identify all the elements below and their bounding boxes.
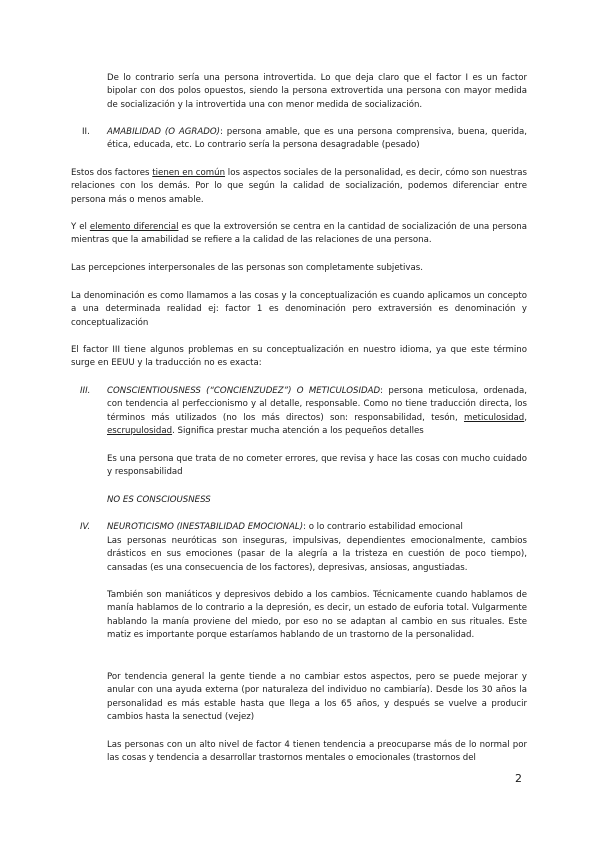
item-conscientiousness xyxy=(107,385,527,439)
paragraph-intro: De lo contrario sería una persona introvertida. Lo que deja claro que el factor I es un factor bipolar con dos polos opuestos, siendo la persona extrovertida una persona con mayor medida de socialización y la introvertida una con menor medida de socialización. xyxy=(107,73,527,110)
item-number-iv: IV. xyxy=(80,522,91,532)
paragraph-denomination: La denominación es como llamamos a las cosas y la conceptualización es cuando aplicamos un concepto a una determinada realidad ej: factor 1 es denominación pero extraversión es denominación y conceptualización xyxy=(71,291,527,328)
item-neuroticism-p1: Las personas neuróticas son inseguras, impulsivas, dependientes emocionalmente, cambios drásticos en sus emociones (pasar de la alegría a la tristeza en cuestión de poco tiempo), cansadas (es una consecuencia de los factores), depresivas, ansiosas, angustiadas. xyxy=(107,536,527,573)
item-amabilidad xyxy=(107,126,527,153)
underlined-text: tienen en común xyxy=(152,168,226,178)
page-number: 2 xyxy=(515,772,522,785)
text-run: : o lo contrario estabilidad emocional xyxy=(303,522,463,532)
text-run: los aspectos sociales de la personalidad, es decir, cómo son nuestras relaciones con los demás. Por lo que según la calidad de socialización, podemos diferenciar entre persona más o menos amable. xyxy=(71,168,527,205)
text-run: : persona meticulosa, ordenada, con tendencia al perfeccionismo y al detalle, responsable. Como no tiene traducción directa, los términos más utilizados (no los más directos) son: responsabilidad, tesón, xyxy=(107,386,527,423)
item-neuroticism-p2: También son maniáticos y depresivos debido a los cambios. Técnicamente cuando hablamos de manía hablamos de lo contrario a la depresión, es decir, un estado de euforia total. Vulgarmente hablando la manía proviene del miedo, por eso no se adaptan al cambio en sus rituales. Este matiz es importante porque estaríamos hablando de un trastorno de la personalidad. xyxy=(107,590,527,641)
text-run: Estos dos factores xyxy=(71,168,153,178)
item-neuroticism xyxy=(107,521,527,534)
text-run: Y el xyxy=(71,222,90,232)
item-title: AMABILIDAD (O AGRADO) xyxy=(107,127,220,137)
item-title: NEUROTICISMO (INESTABILIDAD EMOCIONAL) xyxy=(107,522,304,532)
item-conscientiousness-note: Es una persona que trata de no cometer errores, que revisa y hace las cosas con mucho cuidado y responsabilidad xyxy=(107,454,527,478)
item-neuroticism-p3: Por tendencia general la gente tiende a no cambiar estos aspectos, pero se puede mejorar y anular con una ayuda externa (por naturaleza del individuo no cambiaría). Desde los 30 años la personalidad es más estable hasta que llega a los 65 años, y después se vuelve a producir cambios hasta la senectud (vejez) xyxy=(107,672,527,723)
item-neuroticism-p4: Las personas con un alto nivel de factor 4 tienen tendencia a preocuparse más de lo normal por las cosas y tendencia a desarrollar trastornos mentales o emocionales (trastornos del xyxy=(107,740,527,764)
item-title: CONSCIENTIOUSNESS (“CONCIENZUDEZ”) O METICULOSIDAD xyxy=(107,386,381,396)
item-number-iii: III. xyxy=(80,386,91,396)
paragraph-difference xyxy=(71,221,527,248)
underlined-text: meticulosidad xyxy=(463,412,525,423)
paragraph-subjective: Las percepciones interpersonales de las personas son completamente subjetivas. xyxy=(71,263,423,273)
paragraph-factors xyxy=(71,167,527,207)
item-number-ii: II. xyxy=(82,127,90,137)
item-text: : persona amable, que es una persona comprensiva, buena, querida, ética, educada, etc. Lo contrario sería la persona desagradable (pesado) xyxy=(107,127,527,151)
text-run: . Significa prestar mucha atención a los pequeños detalles xyxy=(172,426,424,437)
item-conscientiousness-warning: NO ES CONSCIOUSNESS xyxy=(107,495,211,505)
text-run: es que la extroversión se centra en la cantidad de socialización de una persona mientras que la amabilidad se refiere a la calidad de las relaciones de una persona. xyxy=(71,222,527,246)
underlined-text: elemento diferencial xyxy=(89,222,179,232)
text-run: , xyxy=(524,412,527,423)
underlined-text: escrupulosidad xyxy=(107,426,173,437)
paragraph-factor-three: El factor III tiene algunos problemas en su conceptualización en nuestro idioma, ya que este término surge en EEUU y la traducción no es exacta: xyxy=(71,345,527,369)
